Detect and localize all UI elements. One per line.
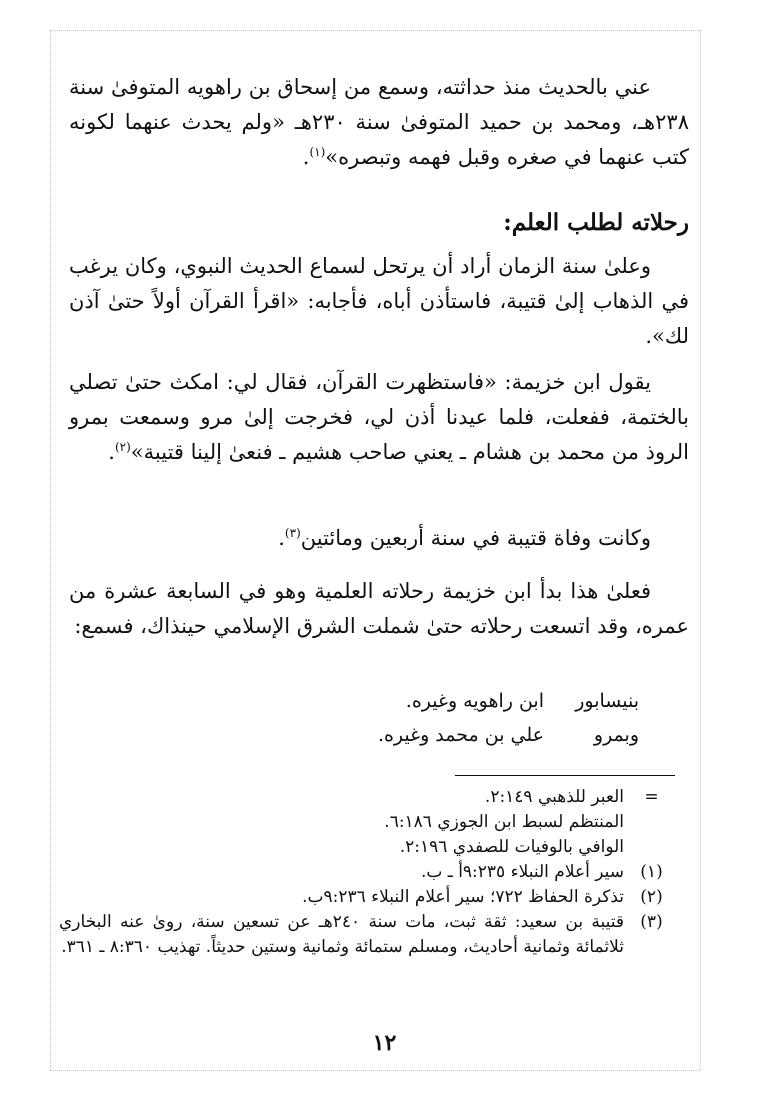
list-item-teachers: ابن راهويه وغيره. — [405, 690, 544, 712]
paragraph-5-text: فعلىٰ هذا بدأ ابن خزيمة رحلاته العلمية وهو في السابعة عشرة من عمره، وقد اتسعت رحلاته حتىٰ شملت الشرق الإسلامي حينذاك، فسمع: — [69, 579, 689, 638]
footnote-marker: (٢) — [640, 887, 663, 907]
list-item-city: بنيسابور — [575, 690, 639, 712]
paragraph-3-text: يقول ابن خزيمة: «فاستظهرت القرآن، فقال لي: امكث حتىٰ تصلي بالختمة، ففعلت، فلما عيدنا أذن لي، فخرجت إلىٰ مرو وسمعت بمرو الروذ من محمد بن هشام ـ يعني صاحب هشيم ـ فنعىٰ إلينا قتيبة» — [69, 370, 689, 464]
paragraph-2-text: وعلىٰ سنة الزمان أراد أن يرتحل لسماع الحديث النبوي، وكان يرغب في الذهاب إلىٰ قتيبة، فاستأذن أباه، فأجابه: «اقرأ القرآن أولاً حتىٰ آذن لك». — [69, 254, 689, 348]
footnotes — [59, 785, 679, 960]
footnote-text: العبر للذهبي ٢:١٤٩. — [484, 787, 624, 807]
footnote-marker: (١) — [640, 862, 663, 882]
paragraph-3-end: . — [108, 440, 115, 464]
footnote-text: المنتظم لسبط ابن الجوزي ٦:١٨٦. — [384, 812, 624, 832]
paragraph-4 — [69, 521, 689, 556]
footnote-item — [59, 835, 679, 860]
footnote-item — [59, 810, 679, 835]
footnote-ref-3: (٣) — [284, 526, 301, 540]
page-number: ١٢ — [372, 1030, 397, 1056]
paragraph-4-end: . — [278, 526, 285, 550]
footnote-ref-1: (١) — [309, 145, 326, 159]
page-frame-bottom — [50, 1070, 700, 1071]
page-frame-right — [700, 30, 701, 1070]
paragraph-2 — [69, 249, 689, 354]
footnote-marker — [624, 810, 679, 835]
footnote-text: قتيبة بن سعيد: ثقة ثبت، مات سنة ٢٤٠هـ عن تسعين سنة، روىٰ عنه البخاري ثلاثمائة وثمانية أحاديث، ومسلم ستمائة وثمانية وستين حديثاً. تهذيب ٨:٣٦٠ ـ ٣٦١. — [59, 912, 624, 957]
paragraph-1-text: عني بالحديث منذ حداثته، وسمع من إسحاق بن راهويه المتوفىٰ سنة ٢٣٨هـ، ومحمد بن حميد المتوفىٰ سنة ٢٣٠هـ «ولم يحدث عنهما لكونه كتب عنهما في صغره وقبل فهمه وتبصره» — [69, 75, 689, 169]
footnote-text: سير أعلام النبلاء ٩:٢٣٥أ ـ ب. — [421, 862, 624, 882]
section-heading: رحلاته لطلب العلم: — [503, 209, 689, 236]
list-item-teachers: علي بن محمد وغيره. — [377, 724, 544, 746]
footnote-separator — [455, 775, 675, 776]
footnote-item — [59, 785, 679, 810]
list-item — [159, 684, 639, 718]
paragraph-1 — [69, 70, 689, 175]
footnote-item — [59, 860, 679, 885]
paragraph-1-end: . — [302, 145, 310, 169]
page-frame-left — [50, 30, 51, 1070]
teachers-list — [159, 684, 639, 752]
list-item-city: وبمرو — [593, 724, 639, 746]
footnote-marker: = — [644, 787, 659, 807]
page-frame-top — [50, 30, 700, 31]
footnote-text: تذكرة الحفاظ ٧٢٢؛ سير أعلام النبلاء ٩:٢٣٦ب. — [302, 887, 624, 907]
footnote-item — [59, 885, 679, 910]
paragraph-3 — [69, 365, 689, 470]
footnote-text: الوافي بالوفيات للصفدي ٢:١٩٦. — [399, 837, 624, 857]
footnote-marker — [624, 835, 679, 860]
paragraph-5 — [69, 574, 689, 644]
footnote-item — [59, 910, 679, 960]
footnote-ref-2: (٢) — [114, 440, 131, 454]
paragraph-4-text: وكانت وفاة قتيبة في سنة أربعين ومائتين — [300, 526, 651, 550]
list-item — [159, 718, 639, 752]
footnote-marker: (٣) — [640, 912, 663, 932]
